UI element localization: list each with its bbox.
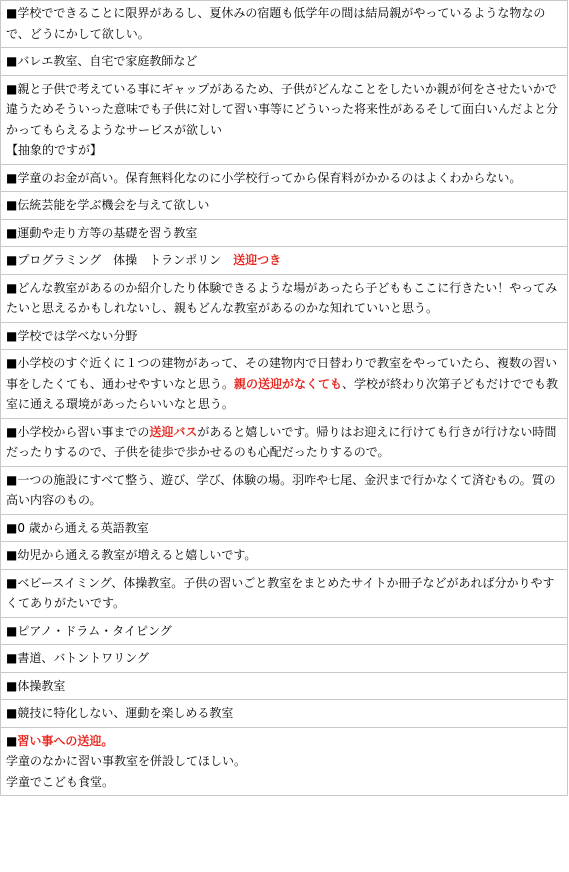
highlighted-text: 親の送迎がなくても (234, 376, 343, 391)
comment-row (1, 515, 567, 543)
comment-row (1, 165, 567, 193)
comment-text: ■0 歳から通える英語教室 (6, 520, 149, 535)
comment-text: ■体操教室 (6, 678, 66, 693)
comment-text: ■一つの施設にすべて整う、遊び、学び、体験の場。羽咋や七尾、金沢まで行かなくて済むもの。質の高い内容のもの。 (6, 472, 556, 507)
comment-row (1, 323, 567, 351)
comment-row (1, 570, 567, 618)
comment-row (1, 645, 567, 673)
highlighted-text: 送迎つき (233, 253, 282, 267)
comment-text: 、学校が終わり次第子どもだけででも教室に通える環境があったらいいなと思う。 (6, 376, 559, 411)
comment-row (1, 275, 567, 323)
comment-text: ■どんな教室があるのか紹介したり体験できるような場があったら子どももここに行きたい！やってみたいと思えるかもしれないし、親もどんな教室があるのかな知れていいと思う。 (6, 280, 558, 315)
comment-text: ■幼児から通える教室が増えると嬉しいです。 (6, 548, 257, 562)
comment-text: ■書道、バトントワリング (6, 651, 149, 665)
comment-row (1, 220, 567, 248)
comment-text: ■親と子供で考えている事にギャップがあるため、子供がどんなことをしたいか親が何をさせたいかで違うためそういった意味でも子供に対して習い事等にどういった将来性があるそして面白いんだよと分かってもらえるようなサービスが欲しい (6, 81, 559, 137)
comment-row (1, 700, 567, 728)
comment-text: があると嬉しいです。帰りはお迎えに行けても行きが行けない時間だったりするので、子供を徒歩で歩かせるのも心配だったりするので。 (6, 424, 557, 459)
comment-text: 学童でこども食堂。 (6, 774, 115, 789)
comment-text: ■学童のお金が高い。保育無料化なのに小学校行ってから保育料がかかるのはよくわからない。 (6, 170, 522, 185)
comment-row (1, 728, 567, 797)
comment-text: 【抽象的ですが】 (6, 143, 103, 157)
comment-text: ■学校でできることに限界があるし、夏休みの宿題も低学年の間は結局親がやっているような物なので、どうにかして欲しい。 (6, 6, 546, 41)
comment-row (1, 467, 567, 515)
comment-row (1, 76, 567, 165)
comment-row (1, 618, 567, 646)
comment-text: ■小学校から習い事までの (6, 424, 150, 439)
comment-row (1, 542, 567, 570)
comment-row (1, 192, 567, 220)
comment-row (1, 419, 567, 467)
comment-text: ■ピアノ・ドラム・タイピング (6, 623, 172, 638)
comment-text: ■ベビースイミング、体操教室。子供の習いごと教室をまとめたサイトか冊子などがあれば分かりやすくてありがたいです。 (6, 575, 555, 610)
comment-text: ■小学校のすぐ近くに１つの建物があって、その建物内で日替わりで教室をやっていたら、複数の習い事をしたくても、通わせやすいなと思う。 (6, 356, 557, 391)
comment-row (1, 48, 567, 76)
comment-text: 学童のなかに習い事教室を併設してほしい。 (6, 754, 247, 768)
highlighted-text: 送迎バス (149, 424, 198, 439)
comment-text: ■競技に特化しない、運動を楽しめる教室 (6, 706, 234, 720)
comment-text: ■伝統芸能を学ぶ機会を与えて欲しい (6, 198, 210, 212)
comment-row (1, 0, 567, 48)
comment-text: ■プログラミング 体操 トランポリン (6, 253, 234, 267)
comment-row (1, 350, 567, 419)
comment-row (1, 673, 567, 701)
comment-text: ■運動や走り方等の基礎を習う教室 (6, 225, 198, 240)
highlighted-text: 習い事への送迎。 (17, 733, 114, 748)
comment-text: ■バレエ教室、自宅で家庭教師など (6, 54, 198, 68)
comment-text: ■学校では学べない分野 (6, 328, 138, 343)
comment-row (1, 247, 567, 275)
comment-text: ■ (6, 733, 18, 748)
